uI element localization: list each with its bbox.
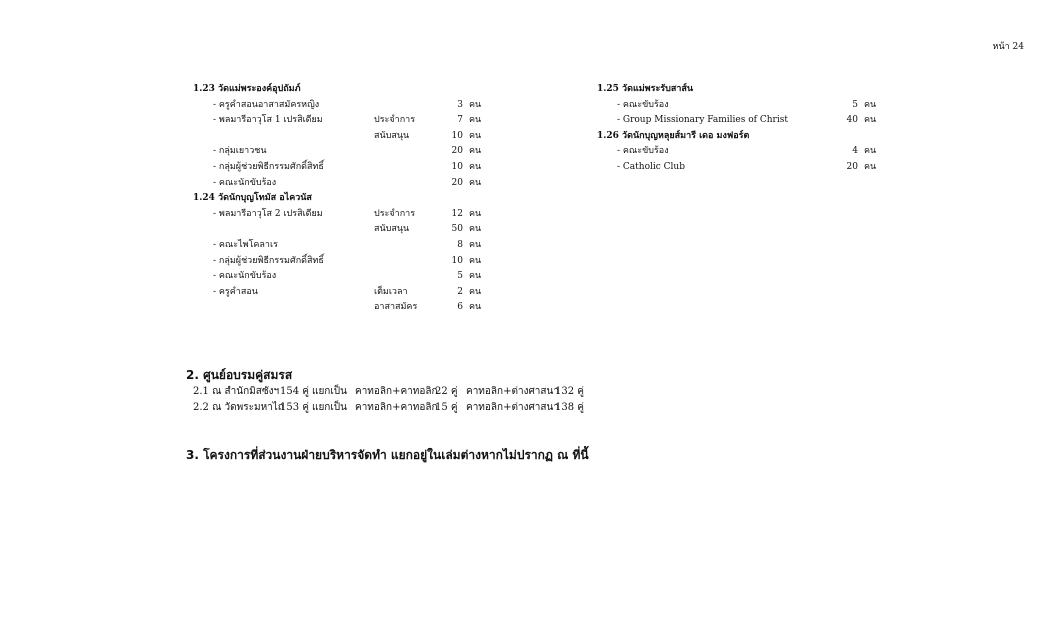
member-name: - Group Missionary Families of Christ [617, 115, 788, 126]
section-2-title: 2. ศูนย์อบรมคู่สมรส [186, 368, 293, 382]
member-row [597, 113, 887, 129]
member-count: 5 [852, 99, 858, 110]
member-count: 20 [451, 146, 463, 157]
member-count: 2 [457, 286, 463, 297]
member-name: - กลุ่มเยาวชน [213, 146, 267, 157]
right-column [597, 82, 887, 176]
member-role: อาสาสมัคร [374, 302, 418, 313]
member-count: 10 [451, 161, 463, 172]
member-count: 12 [451, 208, 463, 219]
member-row [193, 176, 493, 192]
group-heading [193, 82, 493, 98]
member-count: 10 [451, 255, 463, 266]
member-name: - ครูคำสอนอาสาสมัครหญิง [213, 99, 320, 110]
member-row [193, 300, 493, 316]
member-row [193, 113, 493, 129]
member-row [193, 269, 493, 285]
member-row [193, 144, 493, 160]
stat-count2: 138 คู่ [555, 402, 584, 413]
member-row [597, 98, 887, 114]
member-name: - Catholic Club [617, 161, 685, 172]
stat-split: แยกเป็น [312, 386, 347, 397]
member-count: 8 [457, 239, 463, 250]
group-heading [597, 82, 887, 98]
member-count: 20 [451, 177, 463, 188]
stat-row [193, 400, 584, 415]
member-name: - พลมารีอาวุโส 2 เปรสิเดียม [213, 208, 323, 219]
member-name: - คณะขับร้อง [617, 99, 669, 110]
member-row [193, 222, 493, 238]
stat-count1: 15 คู่ [435, 402, 458, 413]
group-heading-text: 1.25 วัดแม่พระรับสาส์น [597, 84, 694, 94]
member-count: 5 [457, 271, 463, 282]
stat-count1: 22 คู่ [435, 386, 458, 397]
member-role: สนับสนุน [374, 224, 410, 235]
member-row [193, 254, 493, 270]
stat-split: แยกเป็น [312, 402, 347, 413]
member-unit: คน [469, 271, 482, 282]
page-number: หน้า 24 [992, 42, 1024, 52]
member-unit: คน [864, 115, 877, 126]
member-row [597, 160, 887, 176]
group-heading-text: 1.24 วัดนักบุญโทมัส อไควนัส [193, 193, 312, 204]
member-row [193, 238, 493, 254]
member-name: - กลุ่มผู้ช่วยพิธีกรรมศักดิ์สิทธิ์ [213, 161, 324, 172]
member-unit: คน [469, 208, 482, 219]
member-name: - กลุ่มผู้ช่วยพิธีกรรมศักดิ์สิทธิ์ [213, 255, 324, 266]
member-unit: คน [469, 255, 482, 266]
member-unit: คน [469, 130, 482, 141]
stat-label: 2.2 ณ วัดพระมหาไถ่ [193, 402, 284, 413]
member-row [193, 129, 493, 145]
stat-type2: คาทอลิก+ต่างศาสนา [466, 402, 559, 413]
member-unit: คน [469, 177, 482, 188]
member-name: - พลมารีอาวุโส 1 เปรสิเดียม [213, 115, 323, 126]
group-heading-text: 1.26 วัดนักบุญหลุยส์มารี เดอ มงฟอร์ต [597, 130, 750, 141]
member-count: 10 [451, 130, 463, 141]
member-row [193, 160, 493, 176]
stat-type1: คาทอลิก+คาทอลิก [355, 402, 438, 413]
member-unit: คน [864, 146, 877, 157]
member-count: 50 [451, 224, 463, 235]
group-heading [597, 129, 887, 145]
member-name: - คณะนักขับร้อง [213, 271, 277, 282]
member-row [193, 285, 493, 301]
member-role: ประจำการ [374, 208, 416, 219]
stat-row [193, 384, 584, 399]
member-unit: คน [469, 146, 482, 157]
member-unit: คน [469, 286, 482, 297]
stat-label: 2.1 ณ สำนักมิสซังฯ [193, 386, 280, 397]
member-name: - คณะไพโคลาเร [213, 239, 278, 250]
stat-total: 154 คู่ [280, 386, 309, 397]
member-role: เต็มเวลา [374, 286, 408, 297]
member-name: - คณะนักขับร้อง [213, 177, 277, 188]
member-count: 20 [846, 161, 858, 172]
member-role: ประจำการ [374, 115, 416, 126]
member-role: สนับสนุน [374, 130, 410, 141]
stat-type2: คาทอลิก+ต่างศาสนา [466, 386, 559, 397]
member-row [193, 207, 493, 223]
member-unit: คน [469, 224, 482, 235]
stat-type1: คาทอลิก+คาทอลิก [355, 386, 438, 397]
member-count: 4 [852, 146, 858, 157]
section-3-title: 3. โครงการที่ส่วนงานฝ่ายบริหารจัดทำ แยกอยู่ในเล่มต่างหากไม่ปรากฏ ณ ที่นี้ [186, 448, 589, 462]
member-count: 3 [457, 99, 463, 110]
stat-total: 153 คู่ [280, 402, 309, 413]
member-unit: คน [864, 161, 877, 172]
member-unit: คน [469, 239, 482, 250]
member-count: 7 [457, 115, 463, 126]
member-count: 40 [846, 115, 858, 126]
member-row [597, 144, 887, 160]
group-heading-text: 1.23 วัดแม่พระองค์อุปถัมภ์ [193, 84, 301, 94]
member-count: 6 [457, 302, 463, 313]
member-name: - ครูคำสอน [213, 286, 258, 297]
member-name: - คณะขับร้อง [617, 146, 669, 157]
member-unit: คน [469, 99, 482, 110]
stat-count2: 132 คู่ [555, 386, 584, 397]
left-column [193, 82, 493, 316]
member-unit: คน [864, 99, 877, 110]
member-row [193, 98, 493, 114]
member-unit: คน [469, 302, 482, 313]
member-unit: คน [469, 161, 482, 172]
member-unit: คน [469, 115, 482, 126]
group-heading [193, 191, 493, 207]
